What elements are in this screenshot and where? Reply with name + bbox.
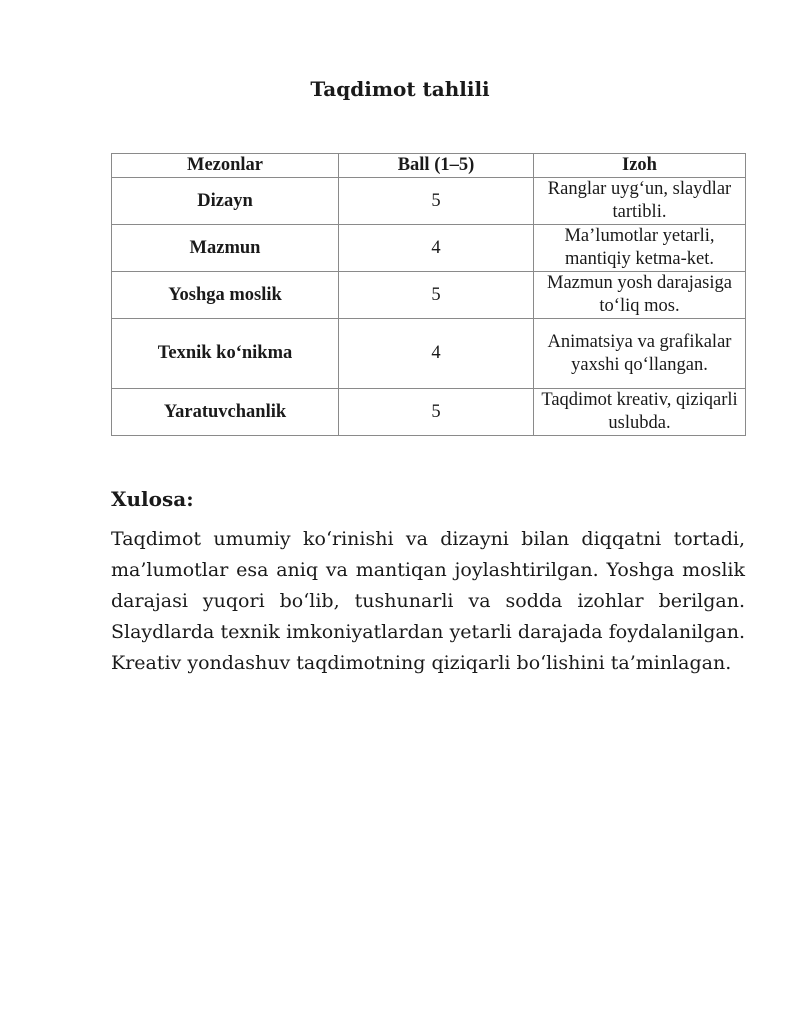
table-row <box>112 389 746 436</box>
score-cell: 4 <box>339 319 534 389</box>
table-row <box>112 319 746 389</box>
criterion-cell: Yaratuvchanlik <box>112 389 339 436</box>
criterion-cell: Dizayn <box>112 178 339 225</box>
score-cell: 5 <box>339 389 534 436</box>
criterion-cell: Yoshga moslik <box>112 272 339 319</box>
criterion-cell: Texnik ko‘nikma <box>112 319 339 389</box>
page-title: Taqdimot tahlili <box>310 77 490 101</box>
comment-cell: Taqdimot kreativ, qiziqarli uslubda. <box>534 389 746 436</box>
header-score: Ball (1–5) <box>339 154 534 178</box>
comment-cell: Ranglar uyg‘un, slaydlar tartibli. <box>534 178 746 225</box>
header-comment: Izoh <box>534 154 746 178</box>
score-cell: 5 <box>339 178 534 225</box>
table-row <box>112 178 746 225</box>
comment-cell: Ma’lumotlar yetarli, mantiqiy ketma-ket. <box>534 225 746 272</box>
score-cell: 4 <box>339 225 534 272</box>
score-cell: 5 <box>339 272 534 319</box>
conclusion-paragraph: Taqdimot umumiy ko‘rinishi va dizayni bilan diqqatni tortadi, ma’lumotlar esa aniq va mantiqan joylashtirilgan. Yoshga moslik darajasi yuqori bo‘lib, tushunarli va sodda izohlar berilgan. Slaydlarda texnik imkoniyatlardan yetarli darajada foydalanilgan. Kreativ yondashuv taqdimotning qiziqarli bo‘lishini ta’minlagan. <box>111 528 745 674</box>
comment-cell: Mazmun yosh darajasiga to‘liq mos. <box>534 272 746 319</box>
table-row <box>112 272 746 319</box>
table-header-row <box>112 154 746 178</box>
criterion-cell: Mazmun <box>112 225 339 272</box>
table-row <box>112 225 746 272</box>
evaluation-table <box>111 153 746 436</box>
conclusion-heading: Xulosa: <box>111 487 194 511</box>
header-criteria: Mezonlar <box>112 154 339 178</box>
comment-cell: Animatsiya va grafikalar yaxshi qo‘llangan. <box>534 319 746 389</box>
